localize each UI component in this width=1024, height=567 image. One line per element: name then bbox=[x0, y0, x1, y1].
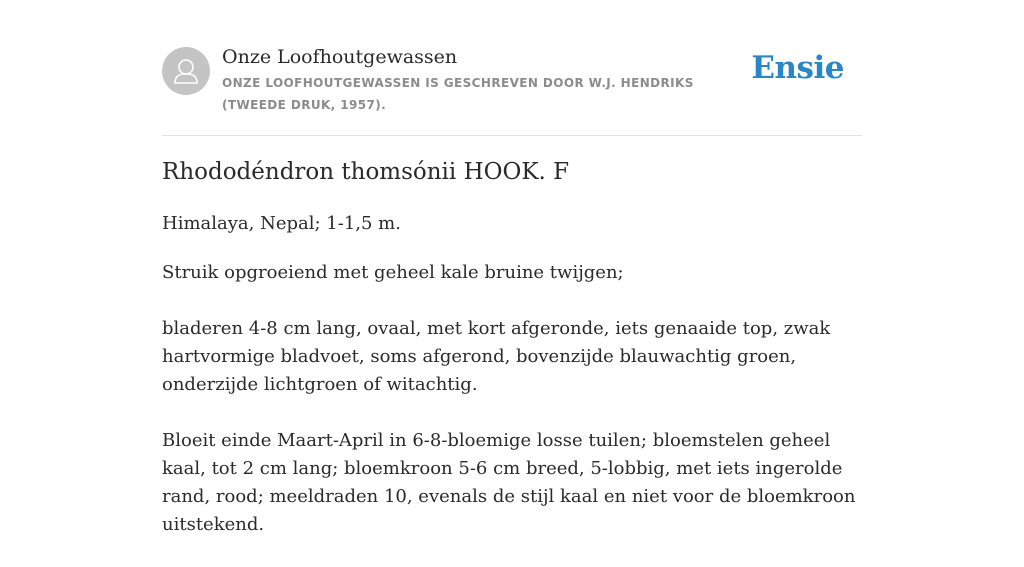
source-description: ONZE LOOFHOUTGEWASSEN IS GESCHREVEN DOOR W.J. HENDRIKS (TWEEDE DRUK, 1957). bbox=[222, 76, 694, 112]
entry-origin: Himalaya, Nepal; 1-1,5 m. bbox=[162, 213, 401, 234]
source-header bbox=[162, 0, 862, 136]
entry-paragraph: Struik opgroeiend met geheel kale bruine twijgen; bbox=[162, 262, 624, 283]
user-icon bbox=[162, 47, 210, 95]
entry-body bbox=[162, 259, 862, 567]
entry-title: Rhododéndron thomsónii HOOK. F bbox=[162, 159, 570, 185]
ensie-logo[interactable]: Ensie bbox=[751, 50, 844, 86]
page-content bbox=[162, 0, 862, 535]
entry-paragraph: bladeren 4-8 cm lang, ovaal, met kort afgeronde, iets genaaide top, zwak hartvormige bladvoet, soms afgerond, bovenzijde blauwachtig groen, onderzijde lichtgroen of witachtig. bbox=[162, 318, 831, 395]
entry-paragraph: Bloeit einde Maart-April in 6-8-bloemige losse tuilen; bloemstelen geheel kaal, tot 2 cm lang; bloemkroon 5-6 cm breed, 5-lobbig, met iets ingerolde rand, rood; meeldraden 10, evenals de stijl kaal en niet voor de bloemkroon uitstekend. bbox=[162, 430, 856, 535]
source-title[interactable]: Onze Loofhoutgewassen bbox=[222, 46, 458, 68]
source-avatar[interactable] bbox=[162, 47, 210, 95]
